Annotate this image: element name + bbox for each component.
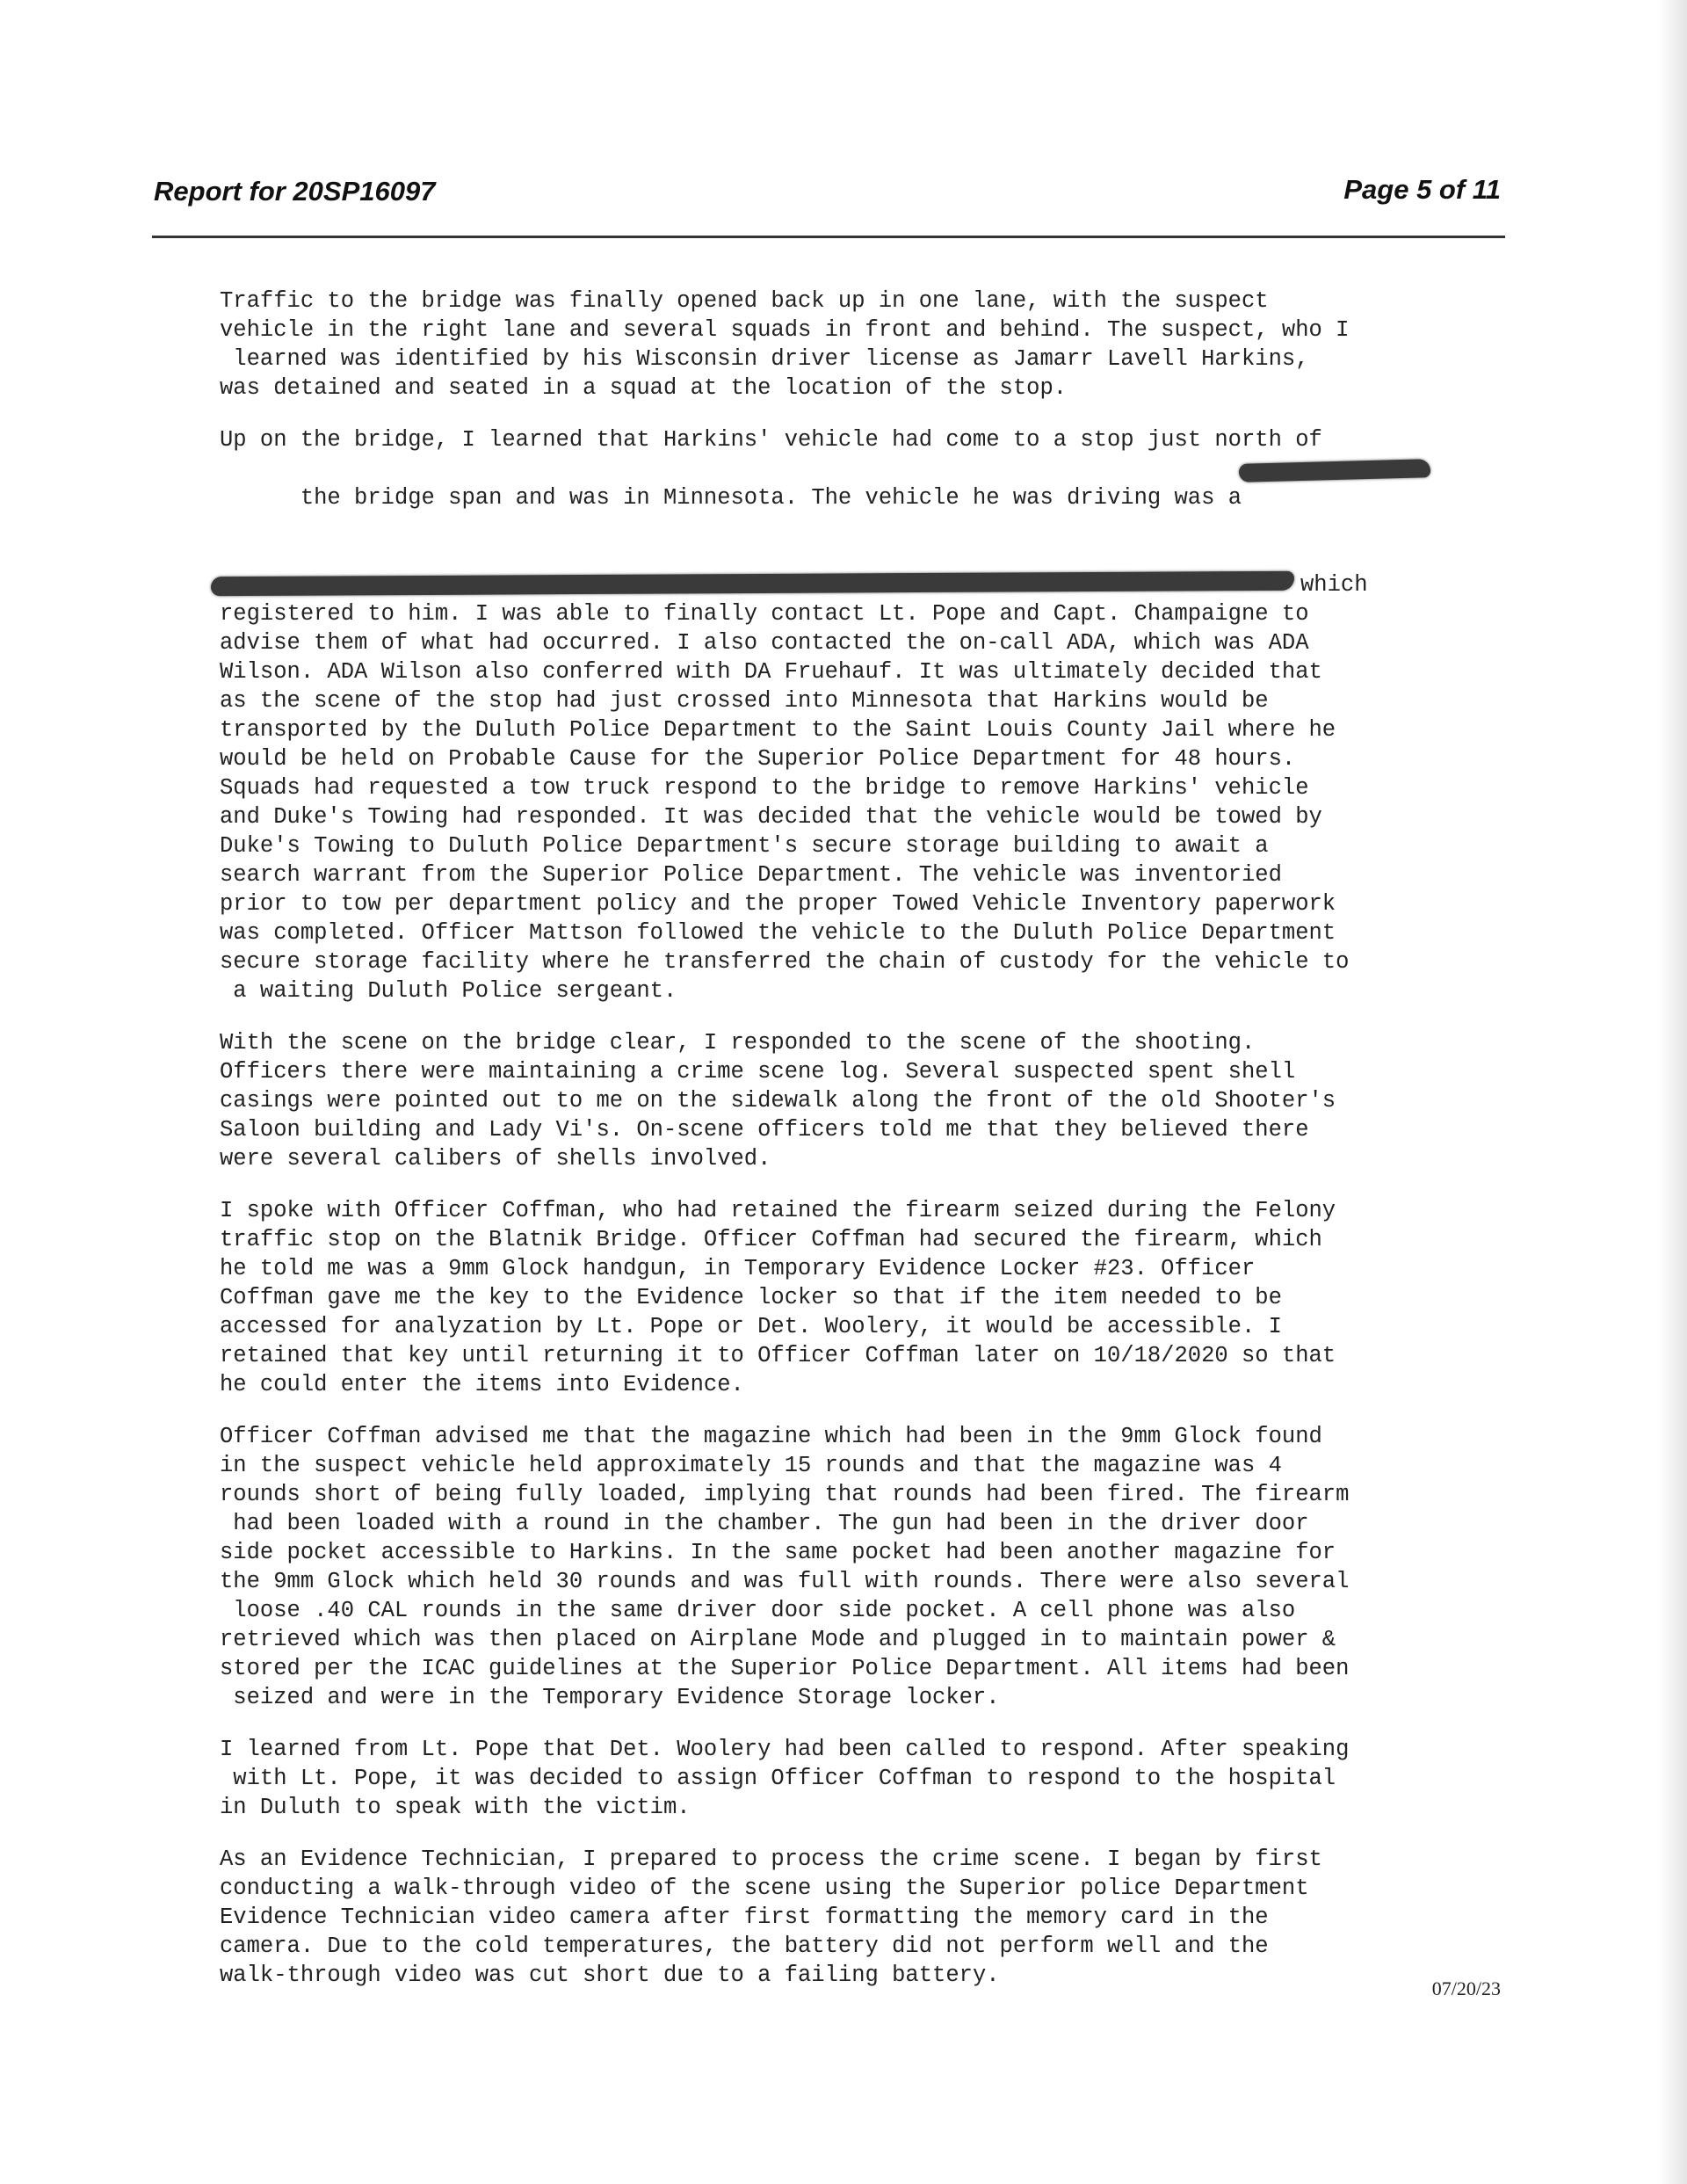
text-line: registered to him. I was able to finally contact Lt. Pope and Capt. Champaigne to	[220, 601, 1309, 627]
text-line: had been loaded with a round in the chamber. The gun had been in the driver door	[220, 1511, 1309, 1536]
text-line: Squads had requested a tow truck respond to the bridge to remove Harkins' vehicle	[220, 775, 1309, 801]
text-line: and Duke's Towing had responded. It was decided that the vehicle would be towed by	[220, 804, 1322, 830]
text-line: Wilson. ADA Wilson also conferred with DA Fruehauf. It was ultimately decided that	[220, 659, 1322, 685]
text-line: Duke's Towing to Duluth Police Department's secure storage building to await a	[220, 833, 1269, 859]
header-divider	[152, 236, 1505, 238]
redaction-mark	[211, 571, 1294, 596]
text-line: As an Evidence Technician, I prepared to process the crime scene. I began by first	[220, 1847, 1322, 1872]
text-line: he could enter the items into Evidence.	[220, 1372, 744, 1397]
text-line: loose .40 CAL rounds in the same driver door side pocket. A cell phone was also	[220, 1598, 1296, 1623]
text-line: retrieved which was then placed on Airplane Mode and plugged in to maintain power &	[220, 1627, 1336, 1652]
report-title: Report for 20SP16097	[154, 176, 436, 207]
text-line: in the suspect vehicle held approximately 15 rounds and that the magazine was 4	[220, 1453, 1282, 1478]
text-line: accessed for analyzation by Lt. Pope or Det. Woolery, it would be accessible. I	[220, 1314, 1282, 1339]
text-line-with-redaction	[220, 454, 1502, 570]
text-line: a waiting Duluth Police sergeant.	[220, 978, 677, 1004]
text-line: in Duluth to speak with the victim.	[220, 1795, 691, 1820]
text-line: was completed. Officer Mattson followed the vehicle to the Duluth Police Department	[220, 920, 1336, 946]
text-line: Traffic to the bridge was finally opened back up in one lane, with the suspect	[220, 288, 1269, 314]
page-edge-shadow	[1657, 0, 1687, 2184]
paragraph-evidence-tech	[220, 1845, 1502, 1990]
text-line: camera. Due to the cold temperatures, the battery did not perform well and the	[220, 1934, 1269, 1959]
paragraph-bridge	[220, 425, 1502, 1005]
footer-date: 07/20/23	[1431, 1977, 1501, 1999]
text-line: the bridge span and was in Minnesota. The vehicle he was driving was a	[300, 485, 1242, 511]
text-line: Officers there were maintaining a crime scene log. Several suspected spent shell	[220, 1059, 1296, 1085]
paragraph-hospital	[220, 1735, 1502, 1822]
text-line: conducting a walk-through video of the scene using the Superior police Department	[220, 1876, 1309, 1901]
text-line: I learned from Lt. Pope that Det. Woolery had been called to respond. After speaking	[220, 1737, 1350, 1762]
text-line: Saloon building and Lady Vi's. On-scene officers told me that they believed there	[220, 1117, 1309, 1143]
redaction-mark	[1239, 459, 1430, 483]
text-line: were several calibers of shells involved.	[220, 1146, 771, 1172]
text-line: transported by the Duluth Police Department to the Saint Louis County Jail where he	[220, 717, 1336, 743]
text-line: walk-through video was cut short due to a failing battery.	[220, 1963, 1000, 1988]
text-line: casings were pointed out to me on the sidewalk along the front of the old Shooter's	[220, 1088, 1336, 1114]
paragraph-scene	[220, 1028, 1502, 1173]
text-line: learned was identified by his Wisconsin driver license as Jamarr Lavell Harkins,	[220, 346, 1309, 372]
text-line: prior to tow per department policy and the proper Towed Vehicle Inventory paperwork	[220, 891, 1336, 917]
text-line: side pocket accessible to Harkins. In the same pocket had been another magazine for	[220, 1540, 1336, 1565]
text-line: as the scene of the stop had just crossed into Minnesota that Harkins would be	[220, 688, 1269, 714]
text-line-with-redaction	[220, 570, 1502, 599]
text-line: Up on the bridge, I learned that Harkins' vehicle had come to a stop just north of	[220, 427, 1322, 453]
text-line: retained that key until returning it to Officer Coffman later on 10/18/2020 so that	[220, 1343, 1336, 1368]
text-line: With the scene on the bridge clear, I responded to the scene of the shooting.	[220, 1030, 1256, 1056]
text-line: which	[1300, 572, 1368, 598]
text-line: Officer Coffman advised me that the magazine which had been in the 9mm Glock found	[220, 1424, 1322, 1449]
page-number: Page 5 of 11	[1343, 174, 1501, 205]
text-line: seized and were in the Temporary Evidence Storage locker.	[220, 1685, 1000, 1710]
paragraph-traffic	[220, 287, 1502, 403]
text-line: vehicle in the right lane and several squads in front and behind. The suspect, who I	[220, 317, 1350, 343]
text-line: was detained and seated in a squad at the location of the stop.	[220, 375, 1068, 401]
text-line: would be held on Probable Cause for the Superior Police Department for 48 hours.	[220, 746, 1296, 772]
text-line: Coffman gave me the key to the Evidence locker so that if the item needed to be	[220, 1285, 1282, 1310]
text-line: traffic stop on the Blatnik Bridge. Officer Coffman had secured the firearm, which	[220, 1227, 1322, 1252]
text-line: search warrant from the Superior Police Department. The vehicle was inventoried	[220, 862, 1282, 888]
paragraph-firearm	[220, 1196, 1502, 1399]
text-line: he told me was a 9mm Glock handgun, in Temporary Evidence Locker #23. Officer	[220, 1256, 1256, 1281]
text-line: the 9mm Glock which held 30 rounds and was full with rounds. There were also several	[220, 1569, 1350, 1594]
text-line: advise them of what had occurred. I also contacted the on-call ADA, which was ADA	[220, 630, 1309, 656]
paragraph-magazine	[220, 1422, 1502, 1712]
text-line: secure storage facility where he transferred the chain of custody for the vehicle to	[220, 949, 1350, 975]
text-line: rounds short of being fully loaded, implying that rounds had been fired. The firearm	[220, 1482, 1350, 1507]
text-line: stored per the ICAC guidelines at the Superior Police Department. All items had been	[220, 1656, 1350, 1681]
text-line: I spoke with Officer Coffman, who had retained the firearm seized during the Felony	[220, 1198, 1336, 1223]
text-line: Evidence Technician video camera after first formatting the memory card in the	[220, 1905, 1269, 1930]
report-body	[220, 287, 1502, 2013]
text-line: with Lt. Pope, it was decided to assign Officer Coffman to respond to the hospital	[220, 1766, 1336, 1791]
